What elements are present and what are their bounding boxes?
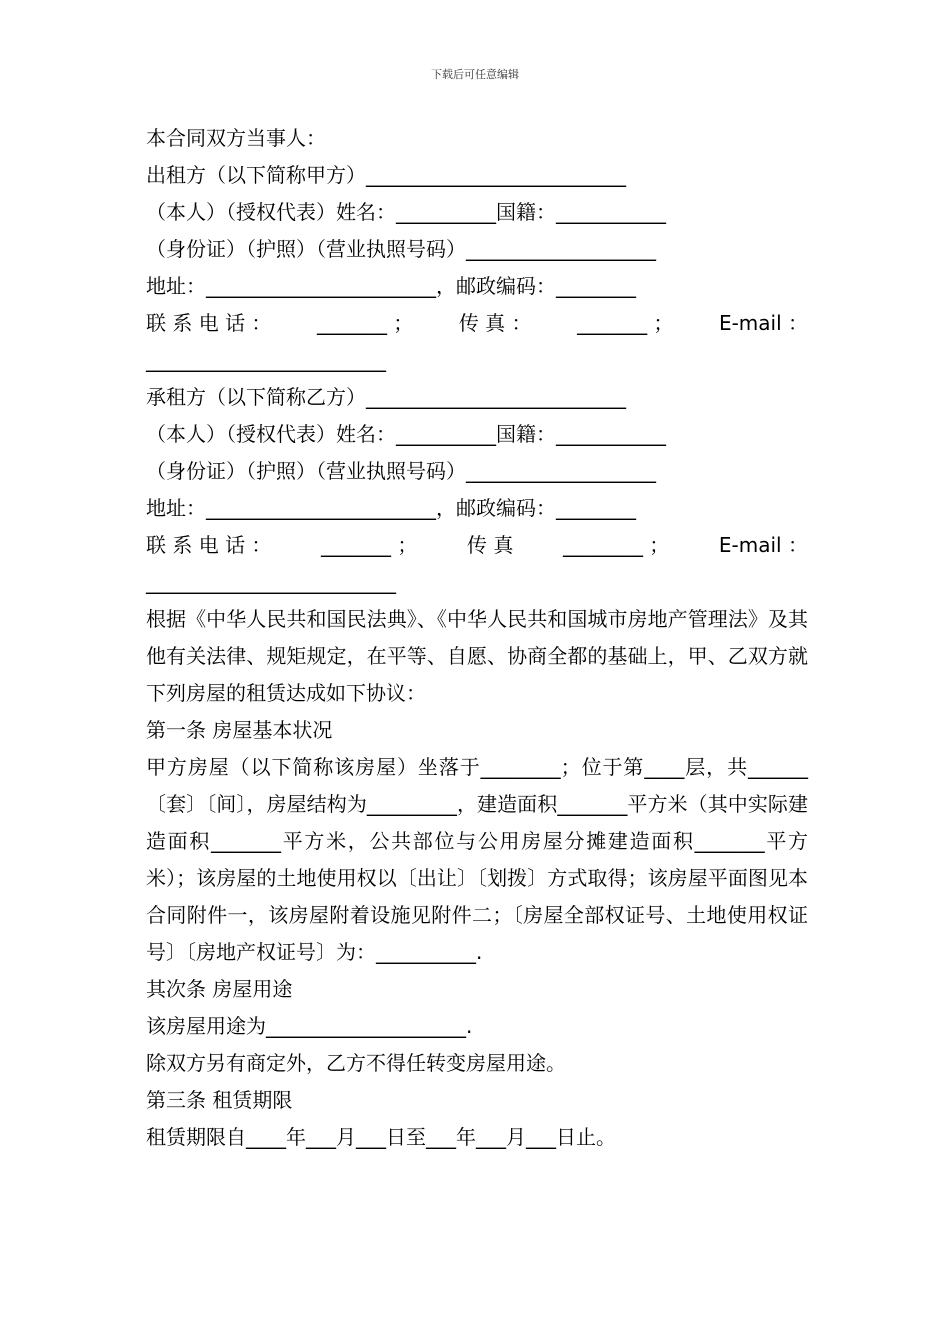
lessee-email-label: E-mail ： [718, 533, 808, 557]
preamble: 根据《中华人民共和国民法典》、《中华人民共和国城市房地产管理法》及其他有关法律、规矩规定，在平等、自愿、协商全都的基础上，甲、乙双方就下列房屋的租赁达成如下协议： [146, 607, 808, 705]
lessor-email-blank: ________________________ [146, 348, 386, 372]
article-3-heading: 第三条 租赁期限 [146, 1088, 293, 1112]
lessee-phone-blank: _______ ； [321, 533, 418, 557]
contract-body [146, 120, 808, 1156]
lessee-email-blank: _________________________ [146, 570, 396, 594]
lessor-address-line: 地址：_______________________，邮政编码：________ [146, 274, 636, 298]
lessor-email-label: E-mail ： [718, 311, 808, 335]
lessee-id-line: （身份证）（护照）（营业执照号码）___________________ [146, 459, 656, 483]
header-note: 下载后可任意编辑 [431, 68, 519, 81]
lessor-fax-blank: _______ ； [577, 311, 674, 335]
lessee-address-line: 地址：_______________________，邮政编码：________ [146, 496, 636, 520]
lessee-contact-line [146, 527, 808, 564]
lessee-name-line: （本人）（授权代表）姓名：__________国籍：___________ [146, 422, 666, 446]
lessor-contact-line [146, 305, 808, 342]
article-1-heading: 第一条 房屋基本状况 [146, 718, 333, 742]
article-1-paragraph: 甲方房屋（以下简称该房屋）坐落于________；位于第____层，共______〔套〕〔间〕，房屋结构为_________，建造面积_______平方米（其中实际建造面积_______平方米，公共部位与公用房屋分摊建造面积_______平方米）；该房屋的土地使用权以〔出让〕〔划拨〕方式取得；该房屋平面图见本合同附件一，该房屋附着设施见附件二；〔房屋全部权证号、土地使用权证号〕〔房地产权证号〕为：__________. [146, 755, 808, 964]
lessee-fax-blank: ________ ； [562, 533, 670, 557]
lessee-fax-label: 传 真 [466, 533, 514, 557]
lessor-id-line: （身份证）（护照）（营业执照号码）___________________ [146, 237, 656, 261]
lessor-title: 出租方（以下简称甲方）__________________________ [146, 163, 626, 187]
article-2-paragraph-1: 该房屋用途为____________________. [146, 1014, 473, 1038]
lessor-phone-blank: _______ ； [316, 311, 414, 335]
article-3-paragraph: 租赁期限自____年___月___日至___年___月___日止。 [146, 1125, 616, 1149]
article-2-paragraph-2: 除双方另有商定外，乙方不得任转变房屋用途。 [146, 1051, 566, 1075]
article-2-heading: 其次条 房屋用途 [146, 977, 293, 1001]
parties-intro: 本合同双方当事人： [146, 126, 326, 150]
lessee-title: 承租方（以下简称乙方）__________________________ [146, 385, 626, 409]
lessor-phone-label: 联 系 电 话 ： [146, 311, 272, 335]
lessor-fax-label: 传 真 ： [458, 311, 532, 335]
lessor-name-line: （本人）（授权代表）姓名：__________国籍：___________ [146, 200, 666, 224]
lessee-phone-label: 联 系 电 话 ： [146, 533, 272, 557]
